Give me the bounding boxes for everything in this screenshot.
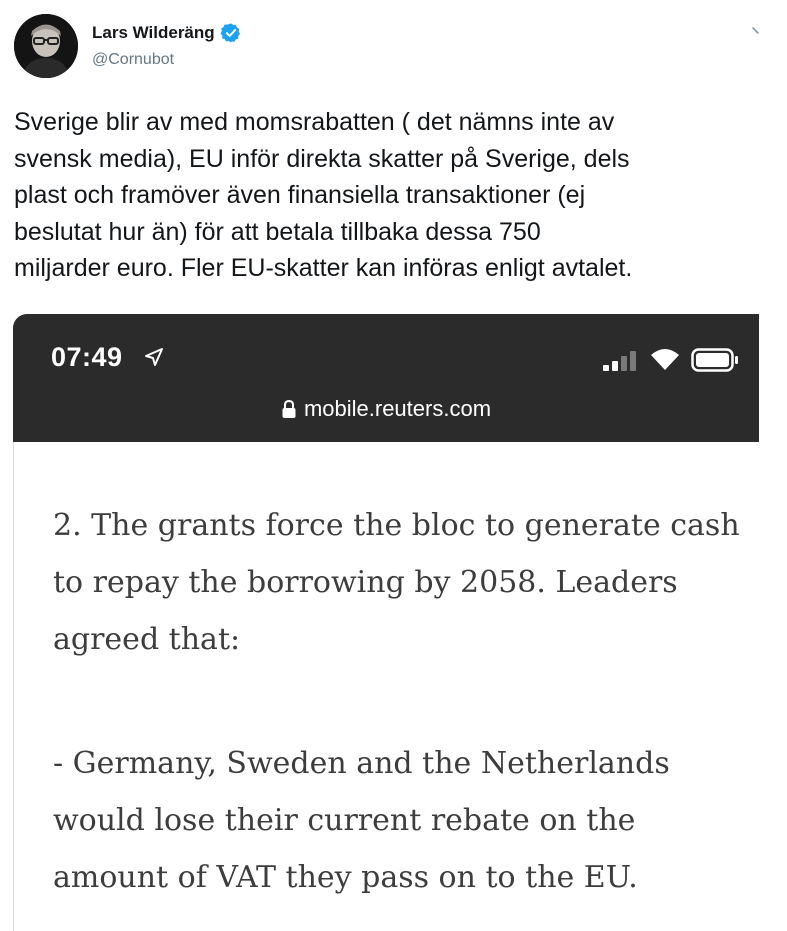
article-paragraph: 2. The grants force the bloc to generate cash to repay the borrowing by 2058. Leaders agreed that:	[53, 508, 740, 657]
chevron-down-icon	[750, 24, 762, 36]
browser-url: mobile.reuters.com	[303, 396, 492, 421]
author-display-name[interactable]: Lars Wilderäng	[92, 23, 215, 42]
phone-status-bar	[13, 314, 759, 442]
user-avatar-icon	[14, 14, 78, 78]
tweet-text: Sverige blir av med momsrabatten ( det nämns inte av svensk media), EU inför direkta skatter på Sverige, dels plast och framöver även finansiella transaktioner (ej beslutat hur än) för att betala tillbaka dessa 750 miljarder euro. Fler EU-skatter kan införas enligt avtalet.	[14, 108, 633, 282]
more-options-button[interactable]	[748, 22, 764, 38]
wifi-icon	[649, 346, 681, 372]
author-handle[interactable]: @Cornubot	[92, 51, 175, 68]
browser-address-bar	[13, 396, 759, 422]
article-excerpt	[53, 497, 743, 906]
lock-icon	[281, 399, 297, 419]
article-paragraph: - Germany, Sweden and the Netherlands would lose their current rebate on the amount of VAT they pass on to the EU.	[53, 746, 670, 895]
verified-badge-icon	[220, 22, 242, 44]
avatar[interactable]	[14, 14, 78, 78]
signal-bars-icon	[603, 350, 637, 372]
author-name-row	[92, 22, 242, 44]
status-time: 07:49	[51, 342, 123, 372]
attached-screenshot-image[interactable]	[13, 314, 759, 931]
location-arrow-icon	[144, 347, 164, 367]
battery-icon	[691, 348, 739, 372]
paragraph-spacer	[53, 668, 743, 735]
